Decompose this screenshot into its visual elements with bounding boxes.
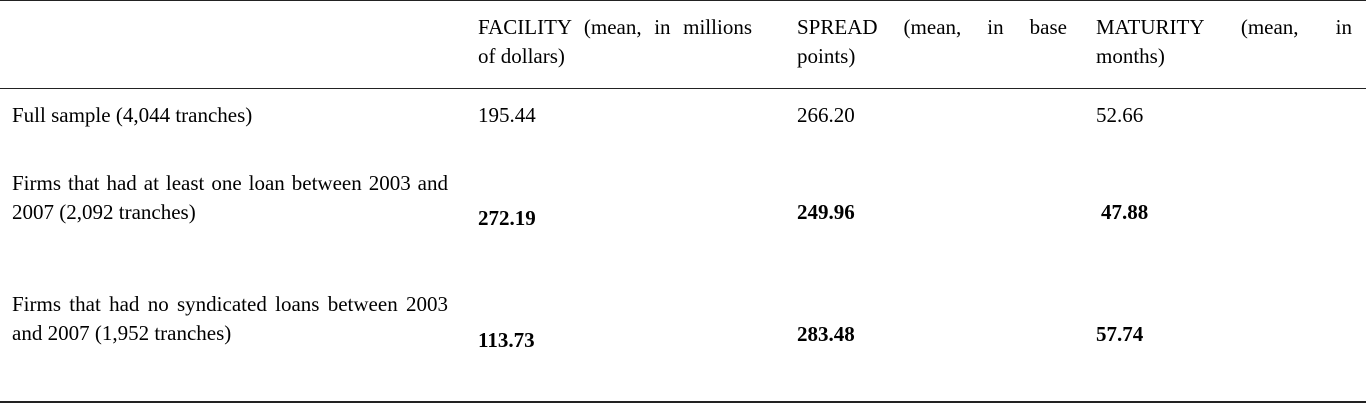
row-label-no-loan: Firms that had no syndicated loans between 2003 and 2007 (1,952 tranches) bbox=[12, 292, 448, 345]
cell-full-sample-facility: 195.44 bbox=[478, 103, 536, 127]
cell-full-sample-maturity: 52.66 bbox=[1096, 103, 1144, 127]
header-rule bbox=[0, 88, 1366, 89]
row-label-full-sample: Full sample (4,044 tranches) bbox=[12, 103, 253, 127]
cell-had-loan-spread: 249.96 bbox=[797, 200, 855, 224]
cell-no-loan-spread: 283.48 bbox=[797, 322, 855, 346]
header-facility: FACILITY (mean, in millions of dollars) bbox=[478, 15, 752, 68]
header-maturity: MATURITY (mean, in months) bbox=[1096, 15, 1352, 68]
cell-had-loan-maturity: 47.88 bbox=[1101, 200, 1149, 224]
cell-had-loan-facility: 272.19 bbox=[478, 206, 536, 230]
cell-no-loan-facility: 113.73 bbox=[478, 328, 535, 352]
header-spread: SPREAD (mean, in base points) bbox=[797, 15, 1067, 68]
table-top-rule bbox=[0, 0, 1366, 1]
row-label-had-loan: Firms that had at least one loan between 2003 and 2007 (2,092 tranches) bbox=[12, 171, 448, 224]
cell-full-sample-spread: 266.20 bbox=[797, 103, 855, 127]
table-bottom-rule bbox=[0, 401, 1366, 403]
cell-no-loan-maturity: 57.74 bbox=[1096, 322, 1144, 346]
